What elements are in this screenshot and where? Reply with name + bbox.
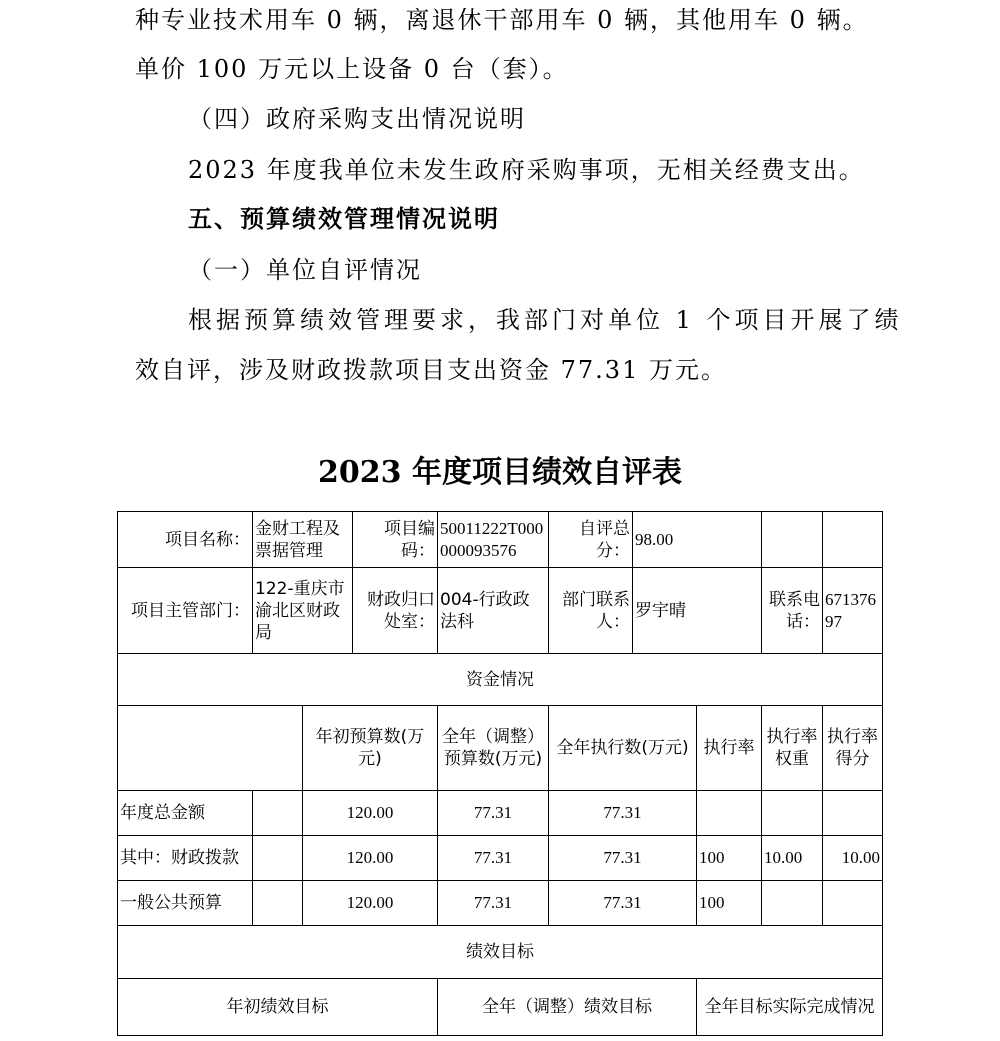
goal-actual-header: 全年目标实际完成情况	[696, 978, 883, 1036]
project-code-value: 50011222T000000093576	[437, 511, 549, 568]
row-label: 一般公共预算	[117, 880, 253, 926]
initial-value: 120.00	[302, 835, 438, 881]
col-executed-header: 全年执行数(万元)	[548, 705, 697, 791]
empty-cell	[252, 835, 303, 881]
score-cell-value	[822, 880, 883, 926]
paragraph-self-eval-2: 效自评，涉及财政拨款项目支出资金 77.31 万元。	[135, 356, 727, 384]
col-score-header: 执行率得分	[822, 705, 883, 791]
paragraph-vehicles: 种专业技术用车 0 辆，离退休干部用车 0 辆，其他用车 0 辆。	[135, 6, 869, 34]
rate-value: 100	[696, 835, 762, 881]
project-name-label: 项目名称：	[117, 511, 253, 568]
office-label: 财政归口处室：	[352, 567, 438, 654]
col-initial-header: 年初预算数(万元)	[302, 705, 438, 791]
heading-self-eval: （一）单位自评情况	[188, 256, 422, 284]
goal-initial-header: 年初绩效目标	[117, 978, 438, 1036]
phone-value: 67137697	[822, 567, 883, 654]
weight-value	[761, 880, 823, 926]
score-label: 自评总分：	[548, 511, 633, 568]
executed-value: 77.31	[548, 790, 697, 836]
rate-value	[696, 790, 762, 836]
executed-value: 77.31	[548, 880, 697, 926]
score-cell-value	[822, 790, 883, 836]
row-label: 其中：财政拨款	[117, 835, 253, 881]
project-name-value: 金财工程及票据管理	[252, 511, 353, 568]
office-value: 004-行政政法科	[437, 567, 549, 654]
col-adjusted-header: 全年（调整）预算数(万元)	[437, 705, 549, 791]
empty-cell	[252, 790, 303, 836]
funds-header: 资金情况	[117, 653, 883, 706]
empty-cell	[822, 511, 883, 568]
goal-adjusted-header: 全年（调整）绩效目标	[437, 978, 697, 1036]
table-title: 2023 年度项目绩效自评表	[318, 455, 682, 490]
paragraph-equipment: 单价 100 万元以上设备 0 台（套）。	[135, 55, 569, 83]
dept-value: 122-重庆市渝北区财政局	[252, 567, 353, 654]
heading-performance: 五、预算绩效管理情况说明	[188, 204, 500, 233]
paragraph-self-eval-1: 根据预算绩效管理要求，我部门对单位 1 个项目开展了绩	[188, 306, 903, 334]
phone-label: 联系电话：	[761, 567, 823, 654]
heading-procurement: （四）政府采购支出情况说明	[188, 105, 526, 133]
dept-label: 项目主管部门：	[117, 567, 253, 654]
col-weight-header: 执行率权重	[761, 705, 823, 791]
row-label: 年度总金额	[117, 790, 253, 836]
initial-value: 120.00	[302, 790, 438, 836]
goals-header: 绩效目标	[117, 925, 883, 979]
adjusted-value: 77.31	[437, 880, 549, 926]
score-value: 98.00	[632, 511, 762, 568]
rate-value: 100	[696, 880, 762, 926]
project-code-label: 项目编码：	[352, 511, 438, 568]
contact-label: 部门联系人：	[548, 567, 633, 654]
paragraph-procurement: 2023 年度我单位未发生政府采购事项，无相关经费支出。	[188, 156, 865, 184]
score-cell-value: 10.00	[822, 835, 883, 881]
adjusted-value: 77.31	[437, 835, 549, 881]
weight-value: 10.00	[761, 835, 823, 881]
executed-value: 77.31	[548, 835, 697, 881]
contact-value: 罗宇晴	[632, 567, 762, 654]
weight-value	[761, 790, 823, 836]
empty-cell	[761, 511, 823, 568]
col-rate-header: 执行率	[696, 705, 762, 791]
empty-cell	[252, 880, 303, 926]
empty-cell	[117, 705, 303, 791]
initial-value: 120.00	[302, 880, 438, 926]
adjusted-value: 77.31	[437, 790, 549, 836]
